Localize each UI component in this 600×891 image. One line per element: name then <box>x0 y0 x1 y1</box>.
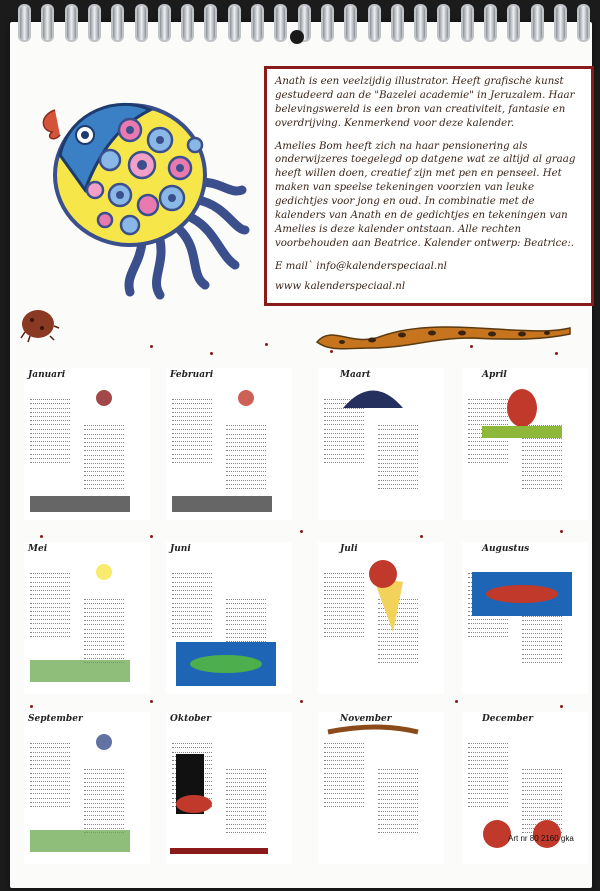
binding-ring <box>135 4 148 42</box>
decorative-dot <box>560 530 563 533</box>
decorative-dot <box>150 700 153 703</box>
email-text[interactable]: E mail` info@kalenderspeciaal.nl <box>275 260 447 272</box>
binding-ring <box>181 4 194 42</box>
month-name: Oktober <box>170 714 211 724</box>
decorative-dot <box>330 350 333 353</box>
binding-ring <box>437 4 450 42</box>
month-name: September <box>28 714 83 724</box>
month-name: Maart <box>340 370 371 380</box>
decorative-dot <box>150 345 153 348</box>
decorative-dot <box>300 700 303 703</box>
binding-ring <box>344 4 357 42</box>
month-page-augustus <box>462 542 588 694</box>
artist-bio-anath: Anath is een veelzijdig illustrator. Heeft grafische kunst gestudeerd aan de "Bazelei academie" in Jeruzalem. Haar belevingswereld is een bron van creativiteit, fantasie en overdrijving. Kenmerkend voor deze kalender. <box>275 76 575 129</box>
binding-ring <box>414 4 427 42</box>
binding-ring <box>484 4 497 42</box>
month-name: Mei <box>28 544 48 554</box>
binding-ring <box>507 4 520 42</box>
binding-ring <box>18 4 31 42</box>
binding-ring <box>158 4 171 42</box>
article-number: Art nr 80 2160 gka <box>508 834 574 843</box>
decorative-dot <box>30 705 33 708</box>
month-page-maart <box>318 368 444 520</box>
binding-ring <box>391 4 404 42</box>
month-illustration <box>318 712 444 864</box>
binding-ring <box>41 4 54 42</box>
month-illustration <box>24 368 150 520</box>
month-illustration <box>166 542 292 694</box>
binding-ring <box>88 4 101 42</box>
month-name: Juli <box>340 544 358 554</box>
month-page-september <box>24 712 150 864</box>
month-illustration <box>166 712 292 864</box>
decorative-dot <box>150 535 153 538</box>
month-name: April <box>482 370 507 380</box>
binding-ring <box>65 4 78 42</box>
month-name: Februari <box>170 370 214 380</box>
month-page-april <box>462 368 588 520</box>
month-page-februari <box>166 368 292 520</box>
month-name: Augustus <box>482 544 530 554</box>
month-illustration <box>462 368 588 520</box>
binding-ring <box>228 4 241 42</box>
decorative-dot <box>555 352 558 355</box>
hanging-hole <box>290 30 304 44</box>
binding-ring <box>554 4 567 42</box>
decorative-dot <box>560 705 563 708</box>
month-illustration <box>24 542 150 694</box>
binding-ring <box>321 4 334 42</box>
month-name: Juni <box>170 544 191 554</box>
month-page-oktober <box>166 712 292 864</box>
month-illustration <box>318 368 444 520</box>
decorative-dot <box>40 535 43 538</box>
month-page-juni <box>166 542 292 694</box>
month-illustration <box>166 368 292 520</box>
binding-ring <box>274 4 287 42</box>
month-page-juli <box>318 542 444 694</box>
binding-ring <box>461 4 474 42</box>
month-page-mei <box>24 542 150 694</box>
binding-ring <box>111 4 124 42</box>
month-name: December <box>482 714 534 724</box>
month-illustration <box>462 542 588 694</box>
decorative-dot <box>300 530 303 533</box>
decorative-dot <box>420 535 423 538</box>
month-illustration <box>318 542 444 694</box>
decorative-dot <box>265 343 268 346</box>
binding-ring <box>251 4 264 42</box>
binding-ring <box>577 4 590 42</box>
website-text[interactable]: www kalenderspeciaal.nl <box>275 281 406 293</box>
month-name: November <box>340 714 392 724</box>
binding-ring <box>531 4 544 42</box>
month-page-november <box>318 712 444 864</box>
month-page-januari <box>24 368 150 520</box>
fish-illustration <box>30 80 260 310</box>
artist-bio-amelies: Amelies Bom heeft zich na haar pensionering als onderwijzeres toegelegd op datgene wat ze altijd al graag heeft willen doen, creatief zijn met pen en penseel. Het maken van speelse tekeningen voorzien van leuke gedichtjes voor jong en oud. In combinatie met de kalenders van Anath en de gedichtjes en tekeningen van Amelies is deze kalender ontstaan. Alle rechten voorbehouden aan Beatrice. Kalender ontwerp: Beatrice:. <box>275 140 576 249</box>
ladybug-illustration <box>20 304 60 344</box>
artist-info-box <box>264 66 594 306</box>
decorative-dot <box>210 352 213 355</box>
month-illustration <box>24 712 150 864</box>
decorative-dot <box>455 700 458 703</box>
snake-illustration <box>312 318 574 354</box>
binding-ring <box>204 4 217 42</box>
month-name: Januari <box>28 370 66 380</box>
decorative-dot <box>470 345 473 348</box>
binding-ring <box>368 4 381 42</box>
